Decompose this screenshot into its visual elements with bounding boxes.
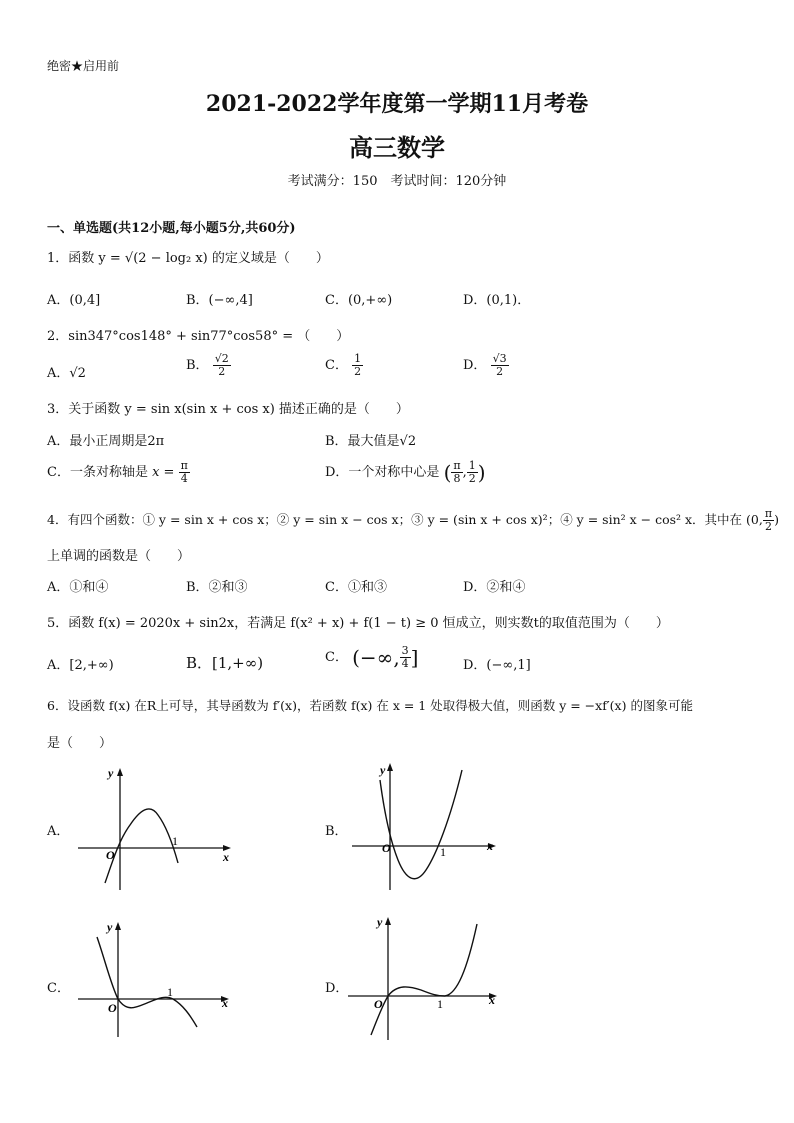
question-1-stem: 1．函数 y = √(2 − log₂ x) 的定义域是（ ） [47,251,329,266]
option-c-label: C．一条对称轴是 [47,465,148,480]
tick-one-label: 1 [167,985,173,999]
interval-close: ] [410,645,419,670]
fraction-denominator: 2 [496,365,504,378]
fraction-denominator: 4 [401,657,409,670]
fraction-denominator: 4 [180,472,188,485]
interval-open: (−∞, [352,645,400,670]
fraction-numerator: π [453,459,461,472]
question-5-stem: 5．函数 f(x) = 2020x + sin2x，若满足 f(x² + x) + f(1 − t) ≥ 0 恒成立，则实数t的取值范围为（ ） [47,616,669,631]
fraction-one-half [467,460,478,485]
tick-one-label: 1 [172,834,178,848]
question-3-option-a: A．最小正周期是2π [47,434,165,449]
origin-label: O [106,848,115,862]
fraction-sqrt2-over-2 [213,353,231,378]
question-1-option-b: B．(−∞,4] [186,293,253,308]
question-6-option-c: C． [47,981,70,996]
question-2-option-d [463,353,509,378]
graph-b [350,760,510,895]
question-6-stem-cont: 是（ ） [47,736,113,751]
option-c-label: C． [325,358,348,373]
question-4-option-b: B．②和③ [186,580,248,595]
option-c-label: C． [325,650,348,665]
question-3-stem: 3．关于函数 y = sin x(sin x + cos x) 描述正确的是（ ） [47,402,409,417]
question-4-stem [47,508,779,533]
fraction-numerator: π [180,459,188,472]
y-axis-label: y [107,920,113,934]
fraction-pi-over-2 [763,508,774,533]
fraction-pi-over-8 [451,460,462,485]
fraction-denominator: 2 [354,365,362,378]
y-axis-label: y [380,763,386,777]
fraction-pi-over-4 [179,460,190,485]
question-2-option-b [186,353,231,378]
fraction-three-over-four [400,645,411,670]
fraction-numerator: 1 [468,459,476,472]
x-axis-label: x [222,996,228,1010]
fraction-numerator: √2 [214,352,229,365]
question-4-stem-cont: 上单调的函数是（ ） [47,549,191,564]
interval-close: ) [774,512,779,527]
fraction-numerator: 1 [354,352,362,365]
fraction-denominator: 2 [218,365,226,378]
question-3-option-b: B．最大值是√2 [325,434,417,449]
question-6-stem: 6．设函数 f(x) 在R上可导，其导函数为 f′(x)，若函数 f(x) 在 x = 1 处取得极大值，则函数 y = −xf′(x) 的图象可能 [47,698,693,713]
y-axis-label: y [108,766,114,780]
section-heading: 一、单选题(共12小题,每小题5分,共60分) [47,221,296,236]
tick-one-label: 1 [440,845,446,859]
fraction-one-half [352,353,363,378]
x-axis-label: x [223,850,229,864]
question-1-option-c: C．(0,+∞) [325,293,393,308]
x-axis-label: x [487,839,493,853]
question-5-option-d: D．(−∞,1] [463,658,531,673]
y-axis-label: y [377,915,383,929]
confidential-mark: 绝密★启用前 [47,59,120,73]
question-6-option-a: A． [47,824,70,839]
graph-a [75,765,235,895]
fraction-numerator: 3 [401,644,409,657]
fraction-sqrt3-over-2 [491,353,509,378]
exam-subject: 高三数学 [349,133,445,162]
option-d-label: D．一个对称中心是 [325,465,440,480]
exam-info: 考试满分：150 考试时间：120分钟 [287,174,507,189]
fraction-numerator: √3 [492,352,507,365]
question-4-stem-text: 4．有四个函数：① y = sin x + cos x；② y = sin x − cos x；③ y = (sin x + cos x)²；④ y = sin² x − cos² x．其中在 [47,512,743,527]
graph-d [345,910,505,1045]
option-d-label: D． [463,358,487,373]
origin-label: O [374,997,383,1011]
equation-prefix: x = [152,465,175,480]
x-axis-label: x [489,993,495,1007]
question-3-option-c [47,460,190,485]
question-2-stem: 2．sin347°cos148° + sin77°cos58° = （ ） [47,329,350,344]
question-5-option-a: A．[2,+∞) [47,658,114,673]
question-2-option-a: A．√2 [47,366,86,381]
question-2-option-c [325,353,363,378]
question-4-option-c: C．①和③ [325,580,387,595]
fraction-denominator: 8 [453,472,461,485]
graph-c [75,915,235,1040]
question-5-option-b: B．[1,+∞) [186,654,264,672]
origin-label: O [382,841,391,855]
question-1-option-a: A．(0,4] [47,293,101,308]
paren-close: ) [477,460,486,485]
question-3-option-d [325,460,486,485]
exam-title: 2021-2022学年度第一学期11月考卷 [205,91,589,117]
origin-label: O [108,1001,117,1015]
fraction-numerator: π [764,507,773,520]
option-b-label: B． [186,358,209,373]
question-6-option-b: B． [325,824,348,839]
question-5-option-c [325,645,418,670]
interval-open: (0, [746,512,763,527]
question-1-option-d: D．(0,1)． [463,293,531,308]
comma: , [462,465,467,480]
question-4-option-a: A．①和④ [47,580,109,595]
question-6-option-d: D． [325,981,349,996]
question-4-option-d: D．②和④ [463,580,526,595]
paren-open: ( [443,460,452,485]
fraction-denominator: 2 [468,472,476,485]
tick-one-label: 1 [437,997,443,1011]
fraction-denominator: 2 [764,520,772,533]
